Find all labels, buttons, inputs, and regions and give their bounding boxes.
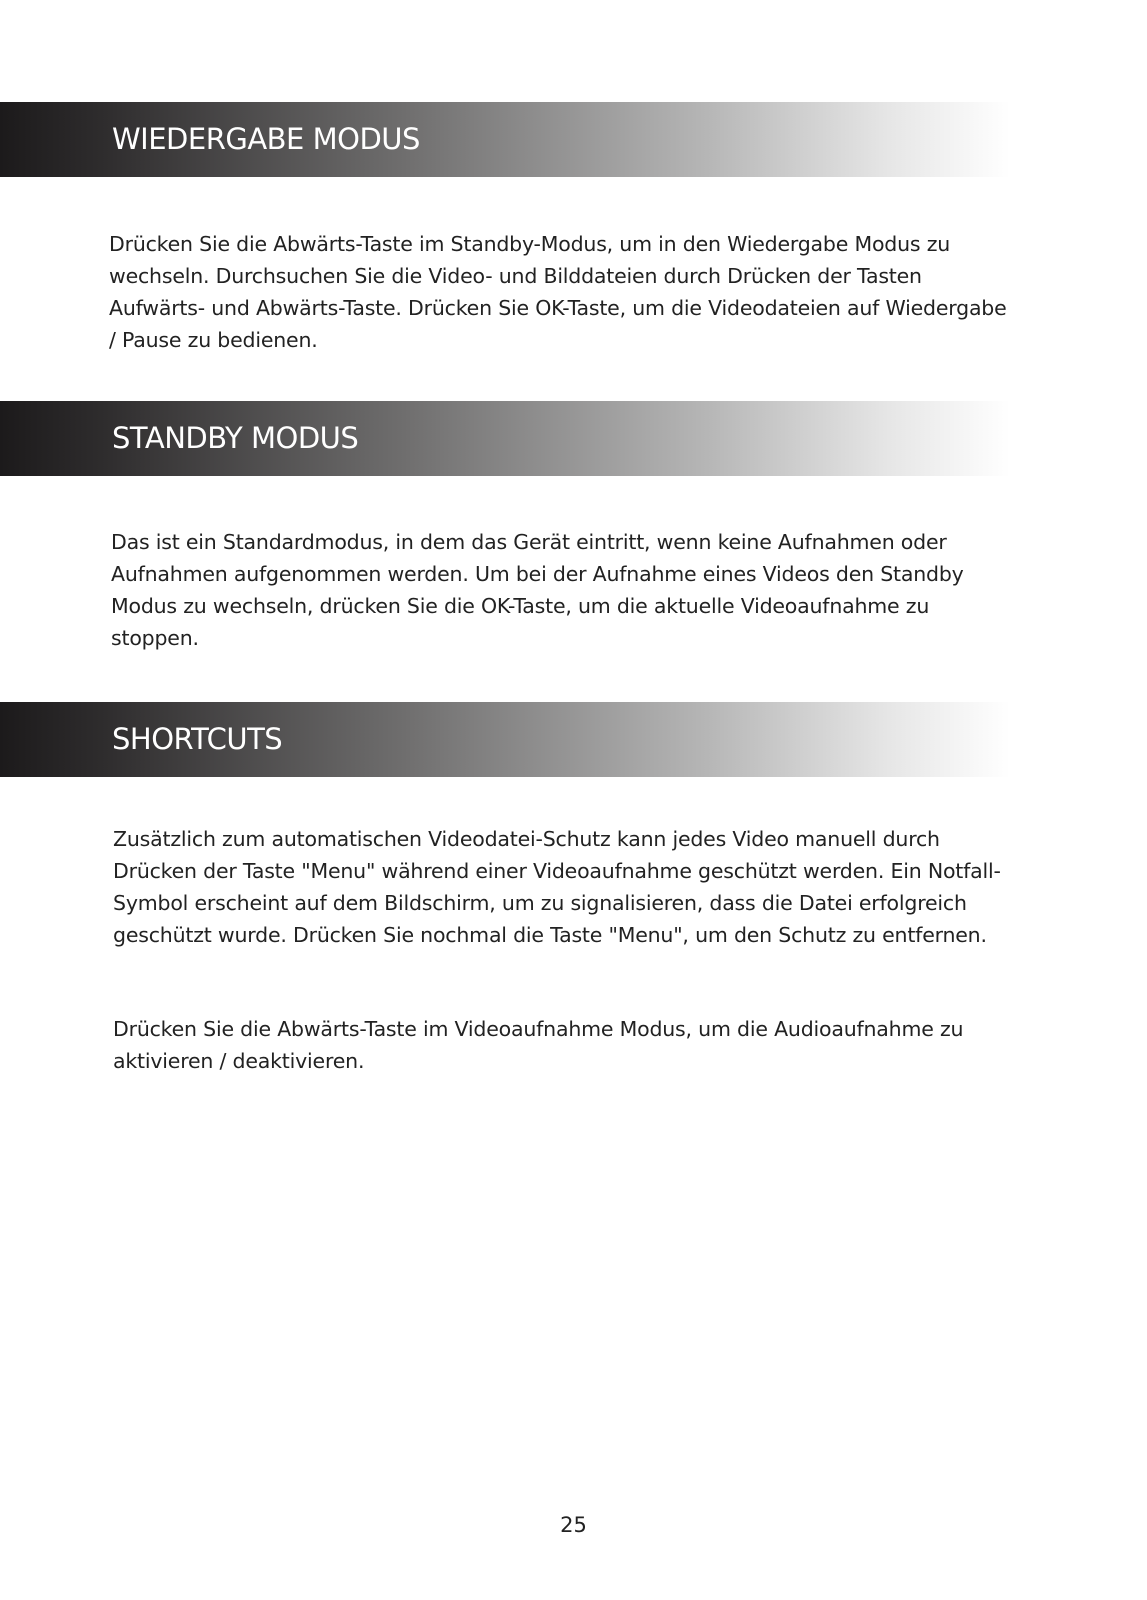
section-header-shortcuts — [0, 702, 1010, 777]
section-paragraph: Drücken Sie die Abwärts-Taste im Standby-Modus, um in den Wiedergabe Modus zu wechseln. Durchsuchen Sie die Video- und Bilddateien durch Drücken der Tasten Aufwärts- und Abwärts-Taste. Drücken Sie OK-Taste, um die Videodateien auf Wiedergabe / Pause zu bedienen. — [109, 232, 1007, 352]
section-title: SHORTCUTS — [112, 722, 283, 756]
section-header-wiedergabe-modus — [0, 102, 1010, 177]
section-title: STANDBY MODUS — [112, 421, 359, 455]
section-paragraph: Das ist ein Standardmodus, in dem das Gerät eintritt, wenn keine Aufnahmen oder Aufnahmen aufgenommen werden. Um bei der Aufnahme eines Videos den Standby Modus zu wechseln, drücken Sie die OK-Taste, um die aktuelle Videoaufnahme zu stoppen. — [111, 530, 964, 650]
section-title: WIEDERGABE MODUS — [112, 122, 420, 156]
page-number: 25 — [560, 1513, 587, 1537]
section-header-standby-modus — [0, 401, 1010, 476]
section-paragraph: Zusätzlich zum automatischen Videodatei-Schutz kann jedes Video manuell durch Drücken der Taste "Menu" während einer Videoaufnahme geschützt werden. Ein Notfall-Symbol erscheint auf dem Bildschirm, um zu signalisieren, dass die Datei erfolgreich geschützt wurde. Drücken Sie nochmal die Taste "Menu", um den Schutz zu entfernen. — [113, 827, 1001, 947]
section-paragraph: Drücken Sie die Abwärts-Taste im Videoaufnahme Modus, um die Audioaufnahme zu aktivieren / deaktivieren. — [113, 1017, 964, 1073]
